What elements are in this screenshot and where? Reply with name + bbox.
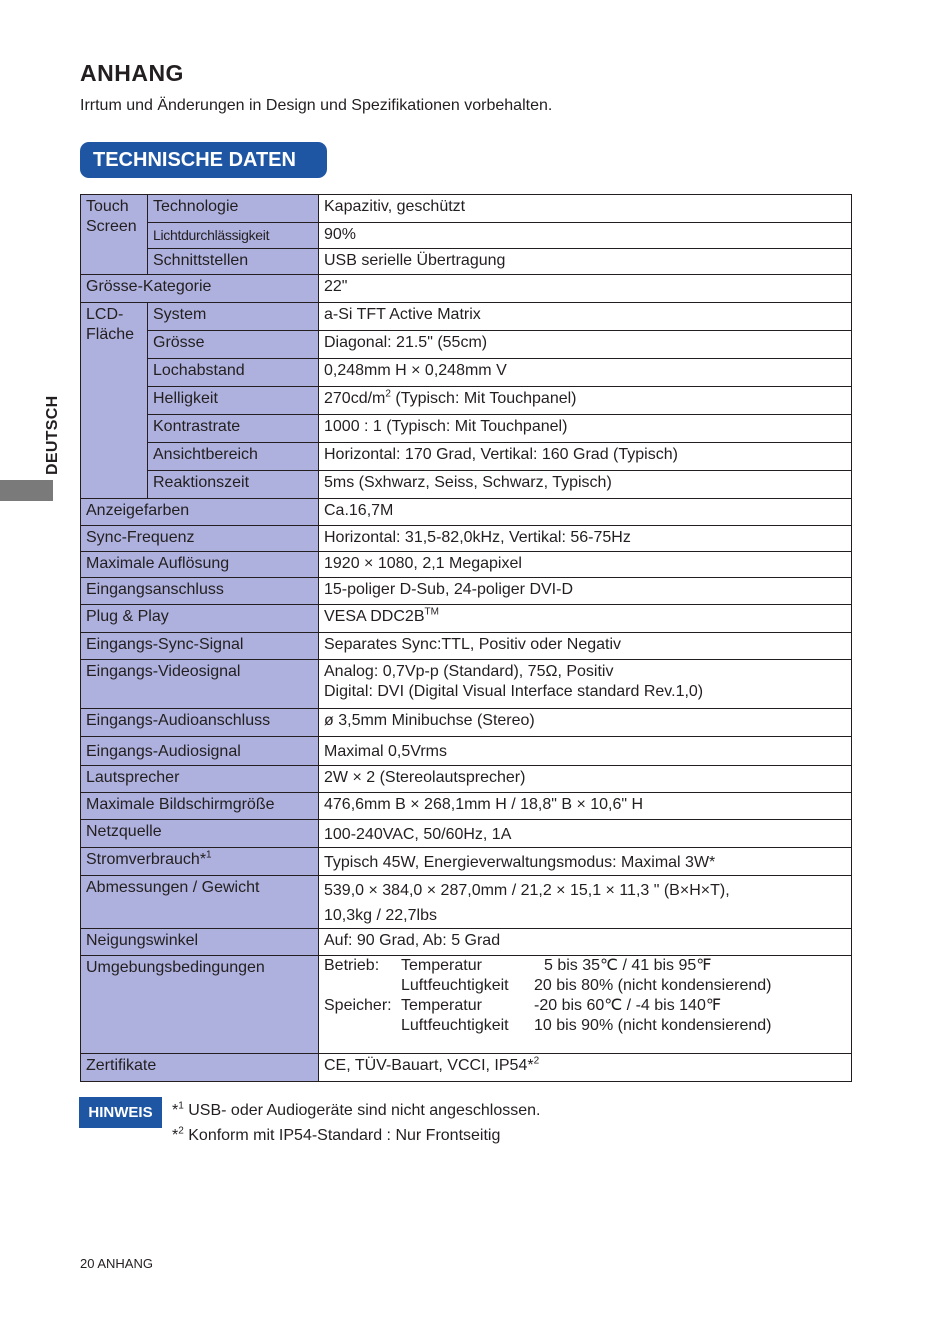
env-speicher-temp-label: Temperatur (401, 997, 482, 1014)
env-speicher-feucht-value: 10 bis 90% (nicht kondensierend) (534, 1017, 772, 1034)
zert-value: CE, TÜV-Bauart, VCCI, IP54*$^2$ (319, 1054, 852, 1082)
plug-label: Plug & Play (81, 605, 319, 633)
audioan-value: ø 3,5mm Minibuchse (Stereo) (319, 709, 852, 737)
footnote-1: *$^1$ USB- oder Audiogeräte sind nicht angeschlossen. (172, 1100, 541, 1119)
lcd-reaktion-label: Reaktionszeit (148, 471, 319, 499)
strom-value: Typisch 45W, Energieverwaltungsmodus: Maximal 3W* (319, 848, 852, 876)
netz-label: Netzquelle (81, 820, 319, 848)
audioan-label: Eingangs-Audioanschluss (81, 709, 319, 737)
farben-label: Anzeigefarben (81, 499, 319, 526)
lcd-ansicht-value: Horizontal: 170 Grad, Vertikal: 160 Grad (Typisch) (319, 443, 852, 471)
lcd-loch-value: 0,248mm H × 0,248mm V (319, 359, 852, 387)
section-badge: TECHNISCHE DATEN (80, 142, 327, 178)
lcd-hell-value: $270cd/m^2$ (Typisch: Mit Touchpanel) (319, 387, 852, 415)
eingang-value: 15-poliger D-Sub, 24-poliger DVI-D (319, 578, 852, 605)
env-speicher-temp-value: -20 bis 60℃ / -4 bis 140℉ (534, 997, 722, 1014)
lcd-system-value: a-Si TFT Active Matrix (319, 303, 852, 331)
touch-group-label: Touch Screen (81, 195, 148, 275)
bild-label: Maximale Bildschirmgröße (81, 793, 319, 820)
lcd-system-label: System (148, 303, 319, 331)
side-language-tab (0, 480, 53, 501)
strom-label: Stromverbrauch*$^1$ (81, 848, 319, 876)
page-title: ANHANG (80, 60, 184, 86)
video-label: Eingangs-Videosignal (81, 660, 319, 709)
touch-schnitt-value: USB serielle Übertragung (319, 249, 852, 275)
zert-label: Zertifikate (81, 1054, 319, 1082)
neig-label: Neigungswinkel (81, 929, 319, 956)
lcd-kontrast-value: 1000 : 1 (Typisch: Mit Touchpanel) (319, 415, 852, 443)
netz-value: 100-240VAC, 50/60Hz, 1A (319, 820, 852, 848)
bild-value: 476,6mm B × 268,1mm H / 18,8" B × 10,6" H (319, 793, 852, 820)
umg-label: Umgebungsbedingungen (81, 956, 319, 1054)
aufloesung-value: 1920 × 1080, 2,1 Megapixel (319, 552, 852, 578)
aufloesung-label: Maximale Auflösung (81, 552, 319, 578)
env-betrieb-label: Betrieb: (324, 957, 380, 974)
audiosig-label: Eingangs-Audiosignal (81, 737, 319, 766)
abm-label: Abmessungen / Gewicht (81, 876, 319, 929)
lcd-loch-label: Lochabstand (148, 359, 319, 387)
env-betrieb-feucht-label: Luftfeuchtigkeit (401, 977, 509, 994)
neig-value: Auf: 90 Grad, Ab: 5 Grad (319, 929, 852, 956)
syncsig-value: Separates Sync:TTL, Positiv oder Negativ (319, 633, 852, 660)
video-value: Analog: 0,7Vp-p (Standard), 75Ω, Positiv Digital: DVI (Digital Visual Interface standard Rev.1,0) (319, 660, 852, 709)
touch-technologie-value: Kapazitiv, geschützt (319, 195, 852, 223)
footnote-2: *$^2$ Konform mit IP54-Standard : Nur Frontseitig (172, 1125, 501, 1144)
lcd-hell-label: Helligkeit (148, 387, 319, 415)
environment-table (324, 956, 771, 1036)
umg-value (319, 956, 852, 1054)
abm-value: 539,0 × 384,0 × 287,0mm / 21,2 × 15,1 × 11,3 " (B×H×T), 10,3kg / 22,7lbs (319, 876, 852, 929)
env-speicher-label: Speicher: (324, 997, 392, 1014)
sync-label: Sync-Frequenz (81, 526, 319, 552)
touch-schnitt-label: Schnittstellen (148, 249, 319, 275)
lcd-reaktion-value: 5ms (Sxhwarz, Seiss, Schwarz, Typisch) (319, 471, 852, 499)
farben-value: Ca.16,7M (319, 499, 852, 526)
env-speicher-feucht-label: Luftfeuchtigkeit (401, 1017, 509, 1034)
side-language-label: DEUTSCH (44, 395, 61, 475)
sync-value: Horizontal: 31,5-82,0kHz, Vertikal: 56-75Hz (319, 526, 852, 552)
laut-value: 2W × 2 (Stereolautsprecher) (319, 766, 852, 793)
page-subtitle: Irrtum und Änderungen in Design und Spezifikationen vorbehalten. (80, 97, 553, 114)
lcd-groesse-value: Diagonal: 21.5" (55cm) (319, 331, 852, 359)
plug-value: VESA DDC2B™ (319, 605, 852, 633)
touch-licht-value: 90% (319, 223, 852, 249)
eingang-label: Eingangsanschluss (81, 578, 319, 605)
audiosig-value: Maximal 0,5Vrms (319, 737, 852, 766)
touch-licht-label: Lichtdurchlässigkeit (148, 223, 319, 249)
groesse-label: Grösse-Kategorie (81, 275, 319, 303)
page-footer: 20 ANHANG (80, 1256, 153, 1271)
touch-technologie-label: Technologie (148, 195, 319, 223)
spec-table (80, 194, 852, 1082)
env-betrieb-temp-label: Temperatur (401, 957, 482, 974)
lcd-kontrast-label: Kontrastrate (148, 415, 319, 443)
groesse-value: 22" (319, 275, 852, 303)
lcd-group-label: LCD- Fläche (81, 303, 148, 499)
env-betrieb-temp-value: 5 bis 35℃ / 41 bis 95℉ (544, 957, 712, 974)
lcd-ansicht-label: Ansichtbereich (148, 443, 319, 471)
hinweis-badge: HINWEIS (79, 1097, 162, 1128)
laut-label: Lautsprecher (81, 766, 319, 793)
syncsig-label: Eingangs-Sync-Signal (81, 633, 319, 660)
env-betrieb-feucht-value: 20 bis 80% (nicht kondensierend) (534, 977, 772, 994)
lcd-groesse-label: Grösse (148, 331, 319, 359)
